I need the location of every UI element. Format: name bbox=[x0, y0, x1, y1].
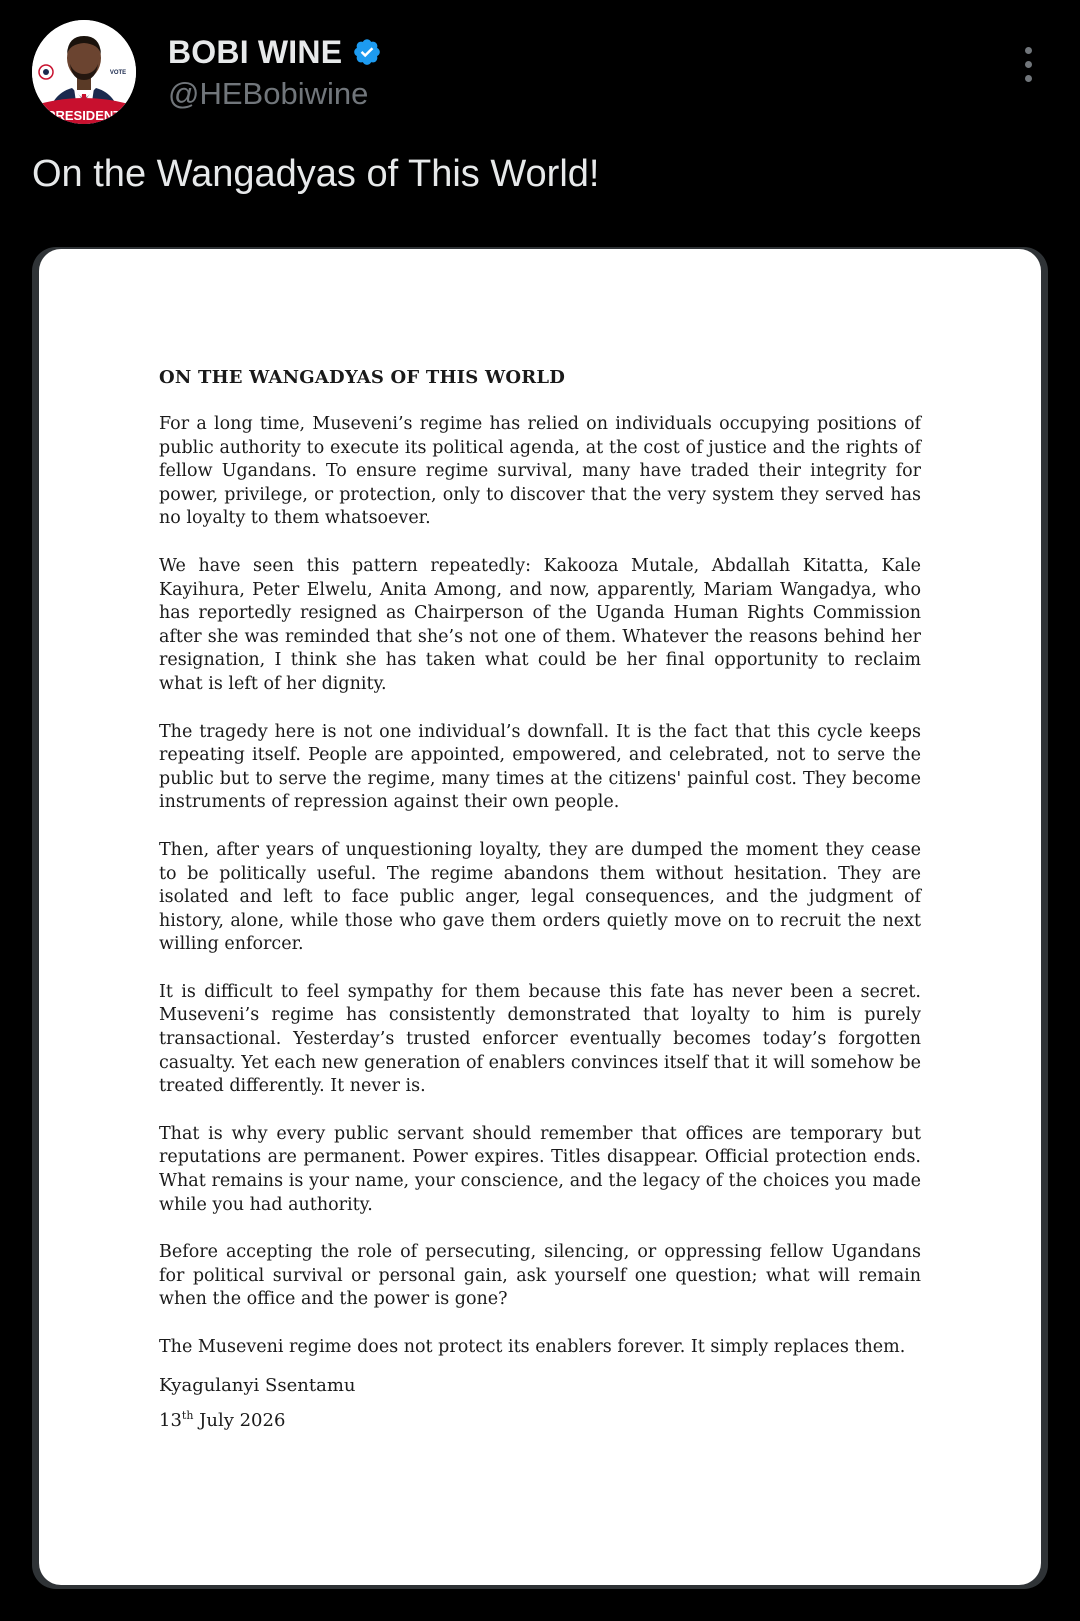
more-options-button[interactable] bbox=[1008, 42, 1048, 86]
document-paragraph: It is difficult to feel sympathy for them because this fate has never been a secret. Museveni’s regime has consistently demonstrated that loyalty to him is purely transactional. Yesterday’s trusted enforcer eventually becomes today’s forgotten casualty. Yet each new generation of enablers convinces itself that it will somehow be treated differently. It never is. bbox=[159, 981, 921, 1097]
statement-document bbox=[39, 249, 1041, 1585]
document-title: ON THE WANGADYAS OF THIS WORLD bbox=[159, 367, 566, 388]
document-paragraph: The tragedy here is not one individual’s downfall. It is the fact that this cycle keeps repeating itself. People are appointed, empowered, and celebrated, not to serve the public but to serve the regime, many times at the citizens' painful cost. They become instruments of repression against their own people. bbox=[159, 721, 921, 813]
display-name[interactable]: BOBI WINE bbox=[168, 33, 343, 70]
document-signature: Kyagulanyi Ssentamu bbox=[159, 1374, 356, 1396]
tweet-text: On the Wangadyas of This World! bbox=[32, 153, 600, 195]
date-day: 13 bbox=[159, 1409, 182, 1431]
date-rest: July 2026 bbox=[193, 1409, 286, 1431]
document-paragraph: We have seen this pattern repeatedly: Kakooza Mutale, Abdallah Kitatta, Kale Kayihura, Peter Elwelu, Anita Among, and now, apparently, Mariam Wangadya, who has reportedly resigned as Chairperson of the Uganda Human Rights Commission after she was reminded that she’s not one of them. Whatever the reasons behind her resignation, I think she has taken what could be her final opportunity to reclaim what is left of her dignity. bbox=[159, 555, 921, 694]
author-block bbox=[168, 32, 382, 112]
date-suffix: th bbox=[181, 1408, 194, 1422]
document-body bbox=[159, 367, 921, 1434]
document-paragraph: For a long time, Museveni’s regime has relied on individuals occupying positions of public authority to execute its political agenda, at the cost of justice and the rights of fellow Ugandans. To ensure regime survival, many have traded their integrity for power, privilege, or protection, only to discover that the very system they served has no loyalty to them whatsoever. bbox=[159, 414, 921, 529]
document-paragraph: The Museveni regime does not protect its enablers forever. It simply replaces them. bbox=[159, 1337, 906, 1357]
avatar-banner-text: PRESIDENT bbox=[46, 108, 122, 123]
avatar-image bbox=[32, 20, 136, 124]
document-paragraph: Before accepting the role of persecuting, silencing, or oppressing fellow Ugandans for political survival or personal gain, ask yourself one question; what will remain when the office and the power is gone? bbox=[159, 1242, 921, 1310]
document-date bbox=[159, 1408, 921, 1434]
avatar[interactable] bbox=[32, 20, 136, 124]
document-paragraph: That is why every public servant should remember that offices are temporary but reputations are permanent. Power expires. Titles disappear. Official protection ends. What remains is your name, your conscience, and the legacy of the choices you made while you had authority. bbox=[159, 1123, 921, 1215]
verified-badge-icon bbox=[352, 37, 382, 67]
more-vertical-icon bbox=[1025, 75, 1032, 82]
name-row bbox=[168, 32, 382, 72]
more-vertical-icon bbox=[1025, 61, 1032, 68]
more-vertical-icon bbox=[1025, 47, 1032, 54]
user-handle[interactable]: @HEBobiwine bbox=[168, 76, 369, 111]
avatar-badge-text: VOTE bbox=[109, 70, 127, 76]
tweet-header bbox=[32, 20, 1048, 128]
tweet-media[interactable] bbox=[32, 247, 1048, 1589]
document-paragraph: Then, after years of unquestioning loyalty, they are dumped the moment they cease to be politically useful. The regime abandons them without hesitation. They are isolated and left to face public anger, legal consequences, and the judgment of history, alone, while those who gave them orders quietly move on to recruit the next willing enforcer. bbox=[159, 839, 921, 955]
